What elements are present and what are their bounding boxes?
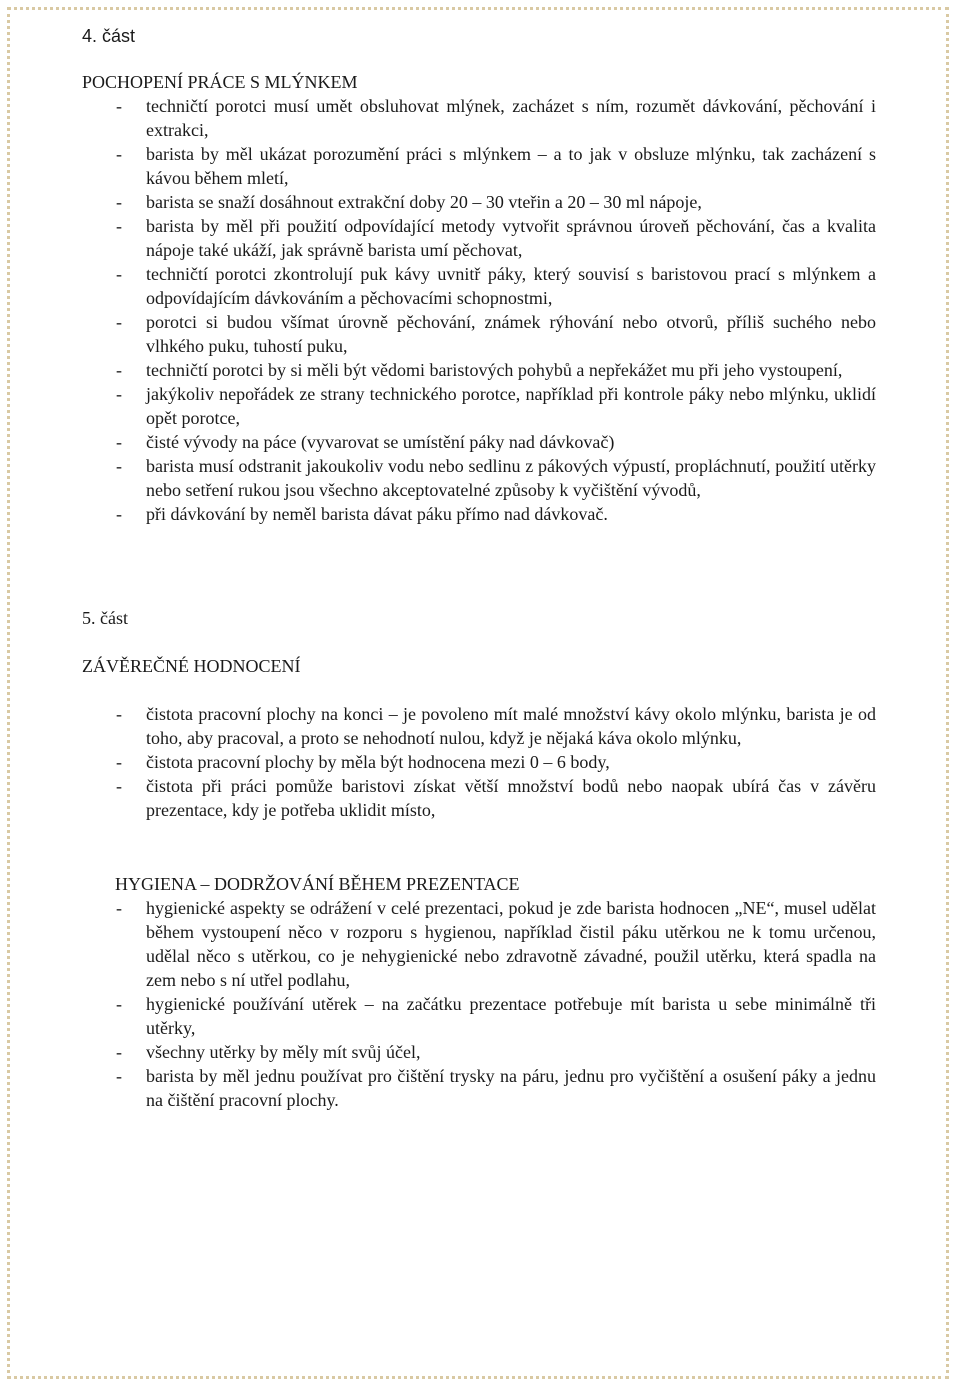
list-item: - barista by měl ukázat porozumění práci s mlýnkem – a to jak v obsluze mlýnku, tak zacházení s kávou během mletí, (114, 142, 876, 190)
part-5-label: 5. část (82, 608, 128, 628)
list-item: - čisté vývody na páce (vyvarovat se umístění páky nad dávkovač) (114, 430, 876, 454)
list-item: - techničtí porotci musí umět obsluhovat mlýnek, zacházet s ním, rozumět dávkování, pěchování i extrakci, (114, 94, 876, 142)
list-item: - barista musí odstranit jakoukoliv vodu nebo sedlinu z pákových výpustí, propláchnutí, použití utěrky nebo setření rukou jsou všechno akceptovatelné způsoby k vyčištění vývodů, (114, 454, 876, 502)
list-item: - při dávkování by neměl barista dávat páku přímo nad dávkovač. (114, 502, 876, 526)
list-item: - čistota při práci pomůže baristovi získat větší množství bodů nebo naopak ubírá čas v závěru prezentace, kdy je potřeba uklidit místo, (114, 774, 876, 822)
list-item: - hygienické aspekty se odrážení v celé prezentaci, pokud je zde barista hodnocen „NE“, musel udělat během vystoupení něco v rozporu s hygienou, například čistil páku utěrkou ne k tomu určenou, udělal něco s utěrkou, co je nehygienické nebo zdravotně závadné, použil utěrku, která spadla na zem nebo s ní utřel podlahu, (114, 896, 876, 992)
list-item: - techničtí porotci by si měli být vědomi baristových pohybů a nepřekážet mu při jeho vystoupení, (114, 358, 876, 382)
list-item: - barista by měl jednu používat pro čištění trysky na páru, jednu pro vyčištění a osušení páky a jednu na čištění pracovní plochy. (114, 1064, 876, 1112)
list-item: - techničtí porotci zkontrolují puk kávy uvnitř páky, který souvisí s baristovou prací s mlýnkem a odpovídajícím dávkováním a pěchovacími schopnostmi, (114, 262, 876, 310)
list-item: - barista se snaží dosáhnout extrakční doby 20 – 30 vteřin a 20 – 30 ml nápoje, (114, 190, 876, 214)
section-4-heading: POCHOPENÍ PRÁCE S MLÝNKEM (82, 72, 358, 92)
hygiene-list (114, 896, 876, 1112)
hygiene-heading: HYGIENA – DODRŽOVÁNÍ BĚHEM PREZENTACE (115, 874, 520, 894)
section-5-heading: ZÁVĚREČNÉ HODNOCENÍ (82, 656, 301, 676)
list-item: - jakýkoliv nepořádek ze strany technického porotce, například při kontrole páky nebo mlýnku, uklidí opět porotce, (114, 382, 876, 430)
list-item: - hygienické používání utěrek – na začátku prezentace potřebuje mít barista u sebe minimálně tři utěrky, (114, 992, 876, 1040)
section-4-list (114, 94, 876, 526)
list-item: - čistota pracovní plochy na konci – je povoleno mít malé množství kávy okolo mlýnku, barista je od toho, aby pracoval, a proto se nehodnotí nulou, když je nějaká káva okolo mlýnku, (114, 702, 876, 750)
list-item: - čistota pracovní plochy by měla být hodnocena mezi 0 – 6 body, (114, 750, 876, 774)
section-5-list (114, 702, 876, 822)
part-4-label: 4. část (82, 26, 136, 46)
list-item: - barista by měl při použití odpovídající metody vytvořit správnou úroveň pěchování, čas a kvalita nápoje také ukáží, jak správně barista umí pěchovat, (114, 214, 876, 262)
list-item: - porotci si budou všímat úrovně pěchování, známek rýhování nebo otvorů, příliš suchého nebo vlhkého puku, tuhostí puku, (114, 310, 876, 358)
list-item: - všechny utěrky by měly mít svůj účel, (114, 1040, 876, 1064)
